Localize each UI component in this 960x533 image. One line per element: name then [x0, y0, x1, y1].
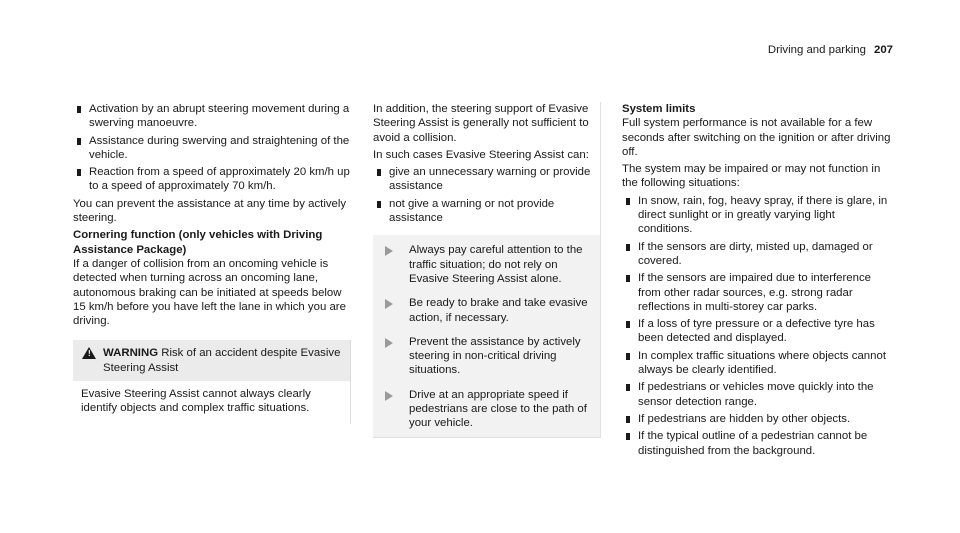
arrow-right-icon — [385, 338, 393, 348]
warning-box — [73, 340, 351, 423]
warning-triangle-icon: ! — [82, 347, 96, 359]
feature-list — [73, 102, 351, 194]
cornering-function-text: If a danger of collision from an oncoming vehicle is detected when turning across an oncoming lane, autonomous braking can be initiated at speeds below 15 km/h before you have left the lane in which you are driving. — [73, 257, 346, 328]
system-limits-situations-text: The system may be impaired or may not function in the following situations: — [622, 163, 881, 190]
system-limits-intro: Full system performance is not available for a few seconds after switching on the ignition or after driving off. — [622, 117, 891, 158]
limits-list — [622, 194, 892, 458]
instruction-item: Be ready to brake and take evasive action, if necessary. — [373, 288, 600, 327]
list-item: If pedestrians or vehicles move quickly into the sensor detection range. — [622, 380, 892, 409]
warning-body: Evasive Steering Assist cannot always clearly identify objects and complex traffic situations. — [81, 388, 311, 415]
instruction-box — [373, 235, 600, 436]
column-1 — [73, 102, 351, 424]
list-item: Reaction from a speed of approximately 20 km/h up to a speed of approximately 70 km/h. — [73, 165, 351, 194]
instruction-item: Prevent the assistance by actively steering in non-critical driving situations. — [373, 327, 600, 380]
page-header — [768, 43, 893, 57]
arrow-right-icon — [385, 299, 393, 309]
list-item: If the sensors are impaired due to interference from other radar sources, e.g. strong radar reflections in multi-storey car parks. — [622, 271, 892, 314]
list-item: Assistance during swerving and straightening of the vehicle. — [73, 134, 351, 163]
list-item: In complex traffic situations where objects cannot always be clearly identified. — [622, 349, 892, 378]
list-item: In snow, rain, fog, heavy spray, if there is glare, in direct sunlight or in greatly varying light conditions. — [622, 194, 892, 237]
warning-title: Risk of an accident despite Evasive Steering Assist — [103, 347, 341, 374]
list-item: Activation by an abrupt steering movement during a swerving manoeuvre. — [73, 102, 351, 131]
steering-support-text: In addition, the steering support of Evasive Steering Assist is generally not sufficient to avoid a collision. — [373, 103, 589, 144]
list-item: not give a warning or not provide assistance — [373, 197, 600, 226]
arrow-right-icon — [385, 246, 393, 256]
cases-intro-text: In such cases Evasive Steering Assist can: — [373, 148, 589, 161]
arrow-right-icon — [385, 391, 393, 401]
prevent-assistance-text: You can prevent the assistance at any time by actively steering. — [73, 197, 347, 225]
list-item: If pedestrians are hidden by other objects. — [622, 412, 892, 426]
cases-list — [373, 165, 600, 225]
warning-label: WARNING — [103, 347, 159, 360]
system-limits-heading: System limits — [622, 103, 696, 115]
instruction-item: Always pay careful attention to the traffic situation; do not rely on Evasive Steering Assist alone. — [373, 235, 600, 288]
list-item: If the typical outline of a pedestrian cannot be distinguished from the background. — [622, 429, 892, 458]
section-title: Driving and parking — [767, 44, 866, 56]
warning-continuation — [373, 102, 601, 438]
column-2 — [373, 102, 601, 438]
column-3 — [622, 102, 892, 461]
list-item: give an unnecessary warning or provide assistance — [373, 165, 600, 194]
list-item: If the sensors are dirty, misted up, damaged or covered. — [622, 240, 892, 269]
warning-header — [73, 340, 350, 381]
page-number: 207 — [873, 44, 893, 56]
list-item: If a loss of tyre pressure or a defective tyre has been detected and displayed. — [622, 317, 892, 346]
instruction-item: Drive at an appropriate speed if pedestrians are close to the path of your vehicle. — [373, 380, 600, 433]
cornering-function-heading: Cornering function (only vehicles with Driving Assistance Package) — [73, 229, 323, 256]
